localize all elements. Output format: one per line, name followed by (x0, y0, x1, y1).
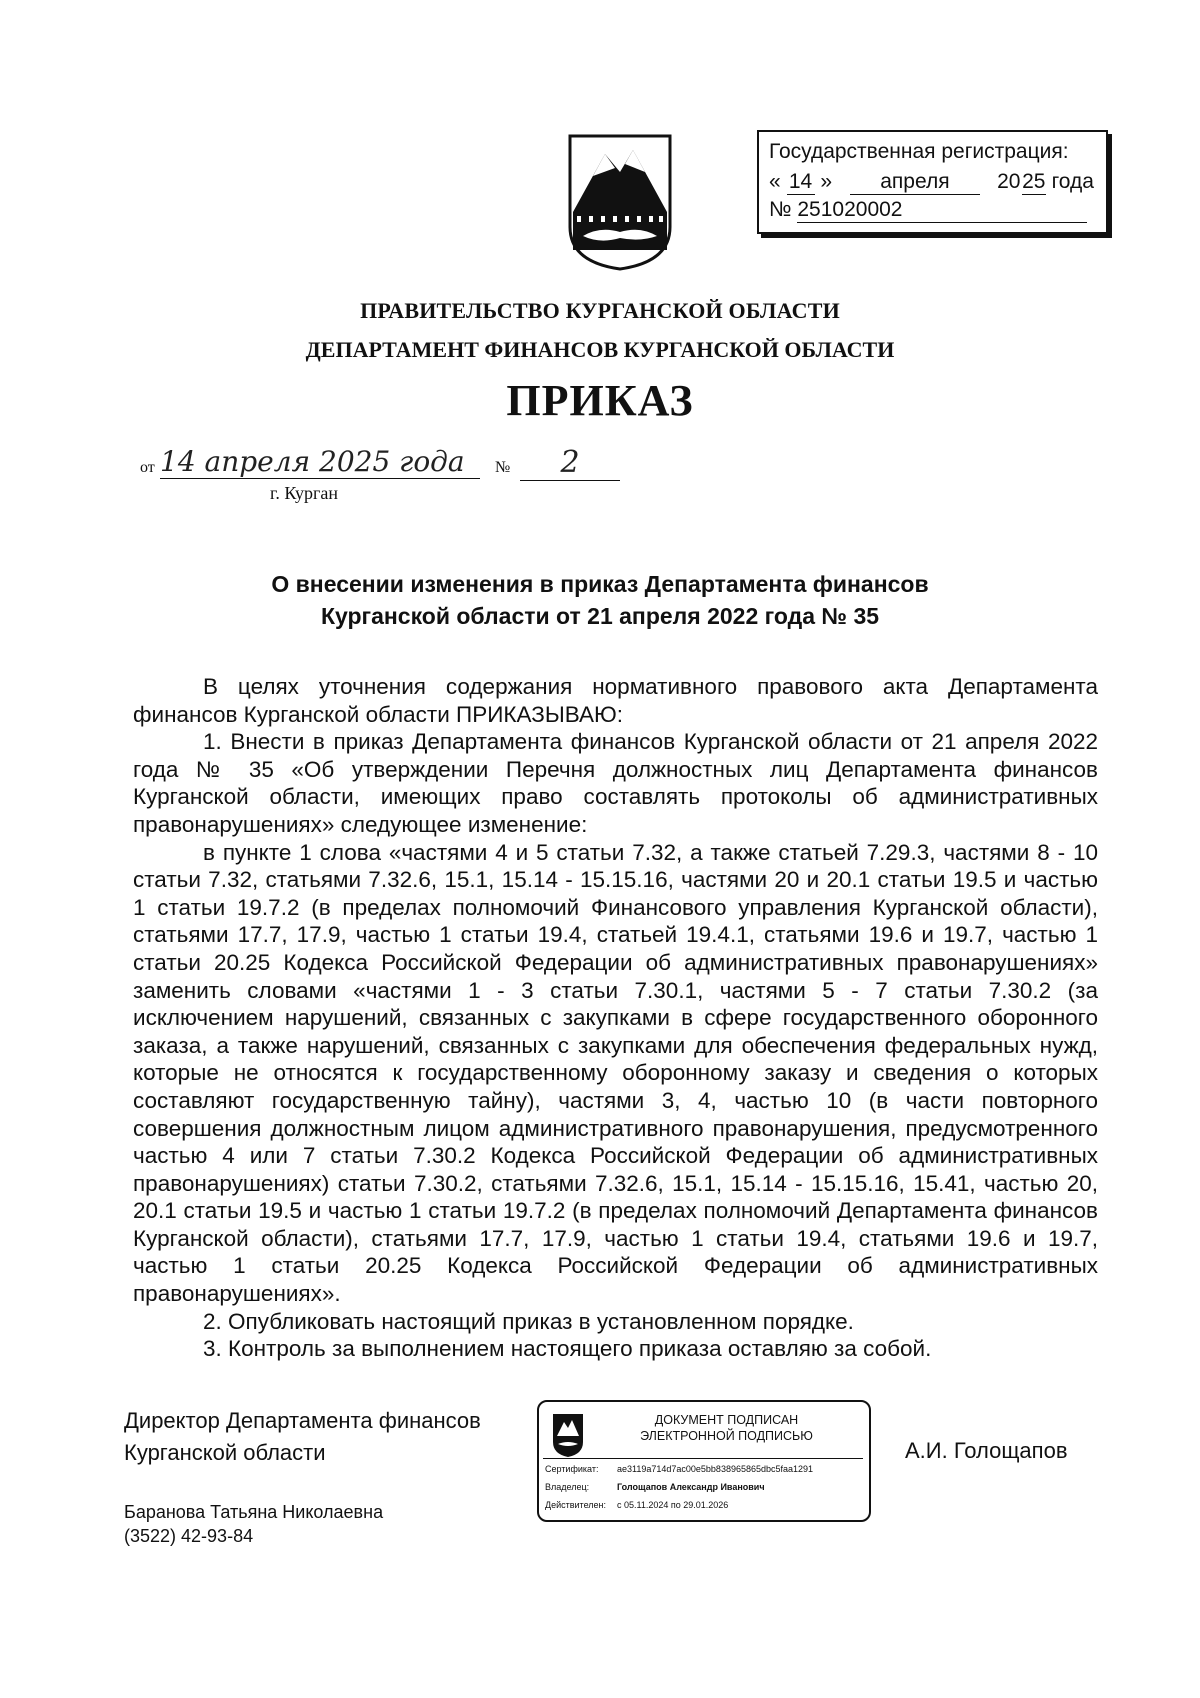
stamp-owner-value: Голощапов Александр Иванович (617, 1482, 765, 1492)
stamp-title (594, 1412, 859, 1444)
order-date-handwritten: 14 апреля 2025 года (160, 445, 480, 479)
registration-date (769, 170, 1099, 195)
body-paragraph-preamble: В целях уточнения содержания нормативного правового акта Департамента финансов Курганской области ПРИКАЗЫВАЮ: (133, 674, 1098, 727)
registration-year-prefix: 20 (997, 170, 1021, 193)
government-heading: ПРАВИТЕЛЬСТВО КУРГАНСКОЙ ОБЛАСТИ (360, 298, 840, 323)
stamp-validity-row (545, 1500, 728, 1510)
signer-position-line-2: Курганской области (124, 1440, 326, 1465)
stamp-owner-row (545, 1482, 765, 1492)
order-number-label: № (495, 459, 511, 476)
registration-number: 251020002 (797, 198, 1087, 223)
order-from-label: от (140, 459, 155, 476)
registration-month: апреля (850, 170, 980, 195)
coat-of-arms-icon (565, 132, 675, 272)
order-subject (0, 568, 1200, 632)
registration-day: 14 (787, 170, 815, 195)
subject-line-1: О внесении изменения в приказ Департамента финансов (271, 571, 929, 597)
stamp-validity-label: Действителен: (545, 1500, 607, 1510)
registration-open-quote: « (769, 170, 781, 193)
body-paragraph-item-1: 1. Внести в приказ Департамента финансов Курганской области от 21 апреля 2022 года № 35 «Об утверждении Перечня должностных лиц Департамента финансов Курганской области, имеющих право составлять протоколы об административных правонарушениях» следующее изменение: (133, 729, 1098, 837)
stamp-title-line-1: ДОКУМЕНТ ПОДПИСАН (654, 1413, 799, 1427)
body-paragraph-item-3: 3. Контроль за выполнением настоящего приказа оставляю за собой. (203, 1336, 932, 1362)
stamp-certificate-row (545, 1464, 813, 1474)
order-city: г. Курган (270, 483, 339, 503)
stamp-validity-value: с 05.11.2024 по 29.01.2026 (617, 1500, 729, 1510)
executor-name: Баранова Татьяна Николаевна (124, 1502, 384, 1522)
executor-info (124, 1500, 383, 1548)
stamp-certificate-value: ae3119a714d7ac00e5bb838965865dbc5faa1291 (617, 1464, 814, 1474)
body-paragraph-amendment: в пункте 1 слова «частями 4 и 5 статьи 7.32, а также статьей 7.29.3, частями 8 - 10 статьи 7.32, статьями 7.32.6, 15.1, 15.14 - 15.15.16, частями 20 и 20.1 статьи 19.5 и частью 1 статьи 19.7.2 (в пределах полномочий Финансового управления Курганской области), статьями 17.7, 17.9, частью 1 статьи 19.4, статьей 19.4.1, статьями 19.6 и 19.7, частью 1 статьи 20.25 Кодекса Российской Федерации об административных правонарушениях» заменить словами «частями 1 - 3 статьи 7.30.1, частями 5 - 7 статьи 7.30.2 (за исключением нарушений, связанных с закупками в сфере государственного оборонного заказа, а также нарушений, связанных с закупками для обеспечения федеральных нужд, которые не относятся к государственному оборонному заказу и сведения о которых составляют государственную тайну), частями 3, 4, частью 10 (в части повторного совершения должностным лицом административного правонарушения, предусмотренного частью 4 или 7 статьи 7.30.2 Кодекса Российской Федерации об административных правонарушениях) статьи 7.30.2, статьями 7.32.6, 15.1, 15.14 - 15.15.16, 15.41, частью 20, 20.1 статьи 19.5 и частью 1 статьи 19.7.2 (в пределах полномочий Департамента финансов Курганской области), статьями 17.7, 17.9, частью 1 статьи 19.4, статьями 19.6 и 19.7, частью 1 статьи 20.25 Кодекса Российской Федерации об административных правонарушениях». (133, 839, 1098, 1307)
executor-phone: (3522) 42-93-84 (124, 1526, 254, 1546)
registration-close-quote: » (820, 170, 833, 193)
registration-year-word: года (1051, 170, 1094, 193)
stamp-owner-label: Владелец: (545, 1482, 590, 1492)
stamp-coat-of-arms-icon (551, 1412, 585, 1458)
registration-year-suffix: 25 (1022, 170, 1046, 193)
document-type-heading: ПРИКАЗ (506, 376, 694, 425)
order-number-handwritten: 2 (520, 445, 620, 481)
electronic-signature-stamp (537, 1400, 871, 1522)
stamp-divider (543, 1458, 863, 1459)
department-heading: ДЕПАРТАМЕНТ ФИНАНСОВ КУРГАНСКОЙ ОБЛАСТИ (305, 337, 895, 362)
registration-number-label: № (769, 198, 792, 221)
body-paragraph-item-2: 2. Опубликовать настоящий приказ в установленном порядке. (203, 1308, 854, 1334)
order-body (133, 673, 1098, 1363)
signer-name: А.И. Голощапов (905, 1438, 1068, 1463)
order-date-number-line (140, 445, 620, 485)
registration-title: Государственная регистрация: (769, 140, 1069, 163)
stamp-certificate-label: Сертификат: (545, 1464, 599, 1474)
registration-number-row (769, 198, 1099, 223)
signer-position-line-1: Директор Департамента финансов (124, 1408, 481, 1433)
stamp-title-line-2: ЭЛЕКТРОННОЙ ПОДПИСЬЮ (640, 1429, 813, 1443)
state-registration-box (757, 130, 1108, 234)
signer-position (124, 1405, 481, 1469)
subject-line-2: Курганской области от 21 апреля 2022 года № 35 (320, 603, 880, 629)
